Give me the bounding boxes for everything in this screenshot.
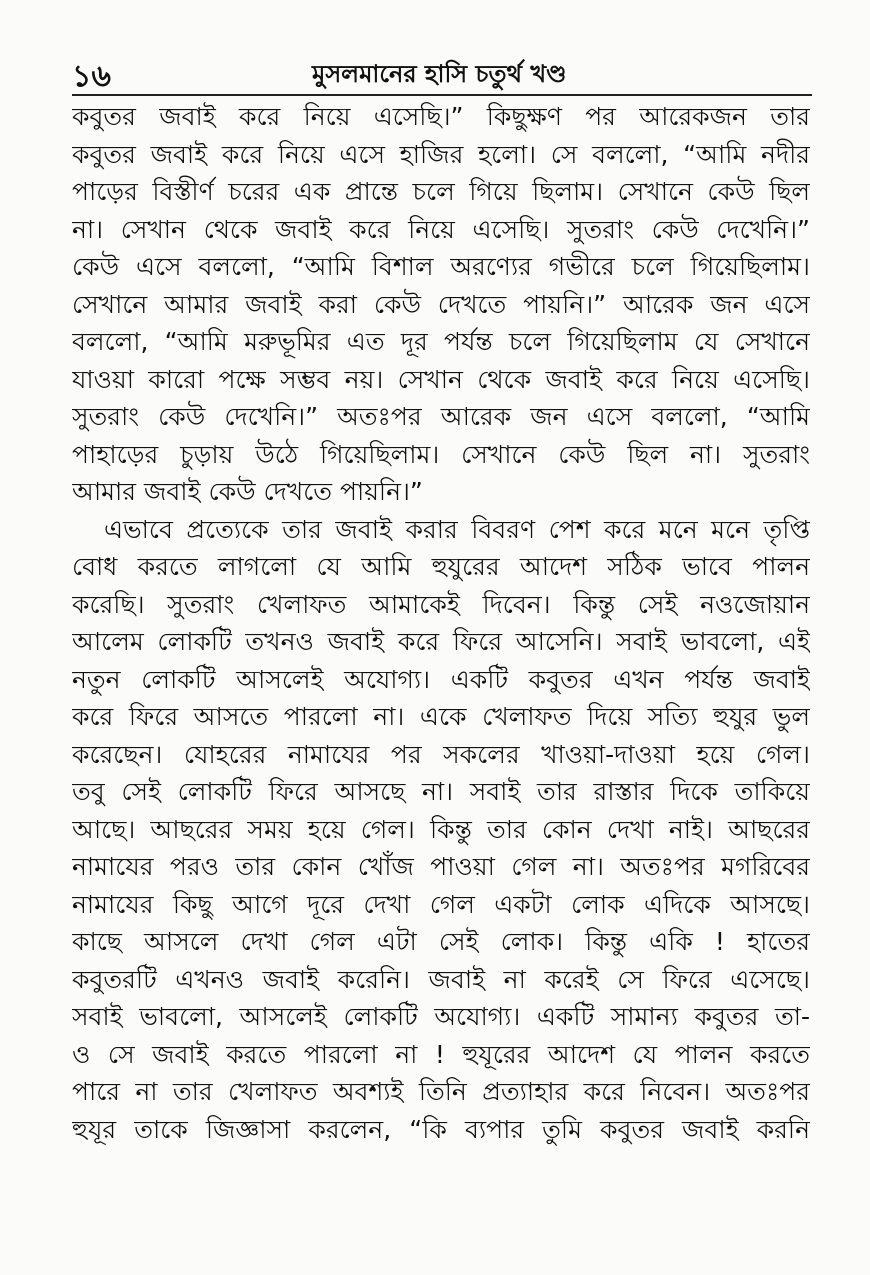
text-line: সুতরাং কেউ দেখেনি।” অতঃপর আরেক জন এসে বললো, “আমি: [72, 402, 810, 431]
text-line: করেছেন। যোহরের নামাযের পর সকলের খাওয়া-দাওয়া হয়ে গেল।: [72, 739, 810, 769]
text-line: কেউ এসে বললো, “আমি বিশাল অরণ্যের গভীরে চলে গিয়েছিলাম।: [72, 252, 810, 281]
text-line: বোধ করতে লাগলো যে আমি হুযুরের আদেশ সঠিক ভাবে পালন: [72, 552, 810, 581]
text-line: না। সেখান থেকে জবাই করে নিয়ে এসেছি। সুতরাং কেউ দেখেনি।”: [72, 214, 810, 244]
text-line: এভাবে প্রত্যেকে তার জবাই করার বিবরণ পেশ করে মনে মনে তৃপ্তি: [104, 514, 810, 544]
text-line: বললো, “আমি মরুভূমির এত দূর পর্যন্ত চলে গিয়েছিলাম যে সেখানে: [72, 327, 810, 356]
text-line: পাড়ের বিস্তীর্ণ চরের এক প্রান্তে চলে গিয়ে ছিলাম। সেখানে কেউ ছিল: [72, 177, 810, 206]
text-line: সেখানে আমার জবাই করা কেউ দেখতে পায়নি।” আরেক জন এসে: [72, 289, 810, 319]
text-line: করেছি। সুতরাং খেলাফত আমাকেই দিবেন। কিন্তু সেই নওজোয়ান: [72, 589, 810, 619]
text-line: কবুতর জবাই করে নিয়ে এসে হাজির হলো। সে বললো, “আমি নদীর: [72, 139, 810, 169]
text-line: ও সে জবাই করতে পারলো না ! হুযূরের আদেশ যে পালন করতে: [72, 1039, 810, 1069]
text-line: করে ফিরে আসতে পারলো না। একে খেলাফত দিয়ে সত্যি হুযুর ভুল: [72, 702, 810, 731]
text-line: আমার জবাই কেউ দেখতে পায়নি।”: [72, 477, 423, 506]
text-line: তবু সেই লোকটি ফিরে আসছে না। সবাই তার রাস্তার দিকে তাকিয়ে: [72, 777, 810, 806]
text-line: পাহাড়ের চুড়ায় উঠে গিয়েছিলাম। সেখানে কেউ ছিল না। সুতরাং: [72, 439, 810, 469]
text-line: আছে। আছরের সময় হয়ে গেল। কিন্তু তার কোন দেখা নাই। আছরের: [72, 814, 810, 844]
text-line: কবুতরটি এখনও জবাই করেনি। জবাই না করেই সে ফিরে এসেছে।: [72, 964, 810, 994]
text-line: নামাযের পরও তার কোন খোঁজ পাওয়া গেল না। অতঃপর মগরিবের: [72, 852, 810, 881]
running-title: মুসলমানের হাসি চতুর্থ খণ্ড: [312, 60, 567, 88]
text-line: যাওয়া কারো পক্ষে সম্ভব নয়। সেখান থেকে জবাই করে নিয়ে এসেছি।: [72, 364, 810, 394]
paragraph-1: [72, 98, 810, 511]
text-line: হুযূর তাকে জিজ্ঞাসা করলেন, “কি ব্যপার তুমি কবুতর জবাই করনি: [72, 1114, 810, 1144]
text-line: সবাই ভাবলো, আসলেই লোকটি অযোগ্য। একটি সামান্য কবুতর তা-: [72, 1002, 810, 1031]
text-line: আলেম লোকটি তখনও জবাই করে ফিরে আসেনি। সবাই ভাবলো, এই: [72, 627, 810, 656]
text-line: কবুতর জবাই করে নিয়ে এসেছি।” কিছুক্ষণ পর আরেকজন তার: [72, 102, 810, 131]
text-line: পারে না তার খেলাফত অবশ্যই তিনি প্রত্যাহার করে নিবেন। অতঃপর: [72, 1077, 810, 1106]
text-line: কাছে আসলে দেখা গেল এটা সেই লোক। কিন্তু একি ! হাতের: [72, 927, 810, 956]
text-line: নামাযের কিছু আগে দূরে দেখা গেল একটা লোক এদিকে আসছে।: [72, 889, 810, 919]
body-text: [72, 98, 810, 1148]
page-header: [72, 50, 812, 96]
page-number: ১৬: [72, 59, 111, 94]
paragraph-2: [72, 511, 810, 1149]
text-line: নতুন লোকটি আসলেই অযোগ্য। একটি কবুতর এখন পর্যন্ত জবাই: [72, 664, 810, 694]
